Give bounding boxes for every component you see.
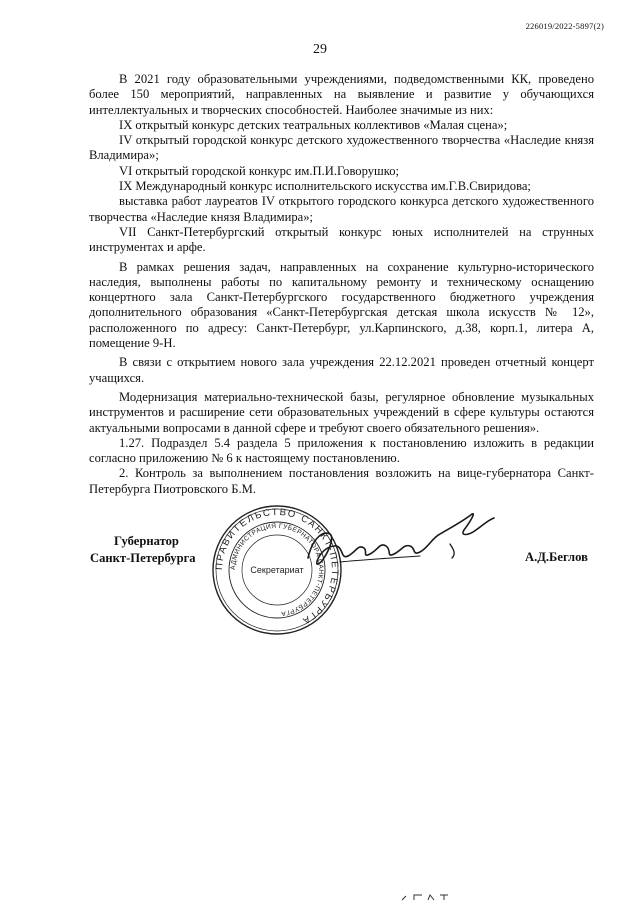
handwritten-signature-icon xyxy=(300,500,500,580)
signatory-name: А.Д.Беглов xyxy=(525,550,588,564)
document-body xyxy=(89,72,594,497)
document-id: 226019/2022-5897(2) xyxy=(525,21,604,31)
list-item-contest-2: IV открытый городской конкурс детского художественного творчества «Наследие князя Владимира»; xyxy=(89,133,594,163)
list-item-contest-3: VI открытый городской конкурс им.П.И.Говорушко; xyxy=(119,163,399,178)
seal-inner-text: АДМИНИСТРАЦИЯ ГУБЕРНАТОРА САНКТ-ПЕТЕРБУРГА xyxy=(229,522,325,617)
paragraph-heritage: В рамках решения задач, направленных на сохранение культурно-исторического наследия, выполнены работы по капитальному ремонту и техническому оснащению концертного зала Санкт-Петербургского государственного бюджетного учреждения дополнительного образования «Санкт-Петербургская детская школа искусств № 12», расположенного по адресу: Санкт-Петербург, ул.Карпинского, д.38, корп.1, литера А, помещение 9-Н. xyxy=(89,259,594,351)
signatory-title xyxy=(90,533,196,567)
seal-outer-text: ПРАВИТЕЛЬСТВО САНКТ-ПЕТЕРБУРГА xyxy=(213,506,341,627)
list-item-contest-5: VII Санкт-Петербургский открытый конкурс юных исполнителей на струнных инструментах и арфе. xyxy=(89,224,594,255)
signatory-title-line2: Санкт-Петербурга xyxy=(90,551,196,565)
paragraph-intro: В 2021 году образовательными учреждениями, подведомственными КК, проведено более 150 мероприятий, направленных на выявление и развитие у обучающихся интеллектуальных и творческих способностей. Наиболее значимые из них: xyxy=(89,72,594,117)
list-item-exhibition: выставка работ лауреатов IV открытого городского конкурса детского художественного творчества «Наследие князя Владимира»; xyxy=(89,194,594,224)
paragraph-clause-1-27: 1.27. Подраздел 5.4 раздела 5 приложения к постановлению изложить в редакции согласно приложению № 6 к настоящему постановлению. xyxy=(89,435,594,466)
page-number: 29 xyxy=(313,42,327,57)
list-item-contest-4: IX Международный конкурс исполнительского искусства им.Г.В.Свиридова; xyxy=(119,179,531,194)
scan-artifact-icon xyxy=(400,893,460,901)
paragraph-concert: В связи с открытием нового зала учреждения 22.12.2021 проведен отчетный концерт учащихся. xyxy=(89,355,594,385)
signatory-title-line1: Губернатор xyxy=(114,534,179,548)
paragraph-clause-2: 2. Контроль за выполнением постановления возложить на вице-губернатора Санкт-Петербурга Пиотровского Б.М. xyxy=(89,466,594,496)
list-item-contest-1: IX открытый конкурс детских театральных коллективов «Малая сцена»; xyxy=(119,117,508,132)
seal-center-text: Секретариат xyxy=(250,565,304,575)
paragraph-modernization: Модернизация материально-технической базы, регулярное обновление музыкальных инструментов и расширение сети образовательных учреждений в сфере культуры остаются актуальными вопросами в данной сфере и требуют своего обязательного решения». xyxy=(89,389,594,435)
